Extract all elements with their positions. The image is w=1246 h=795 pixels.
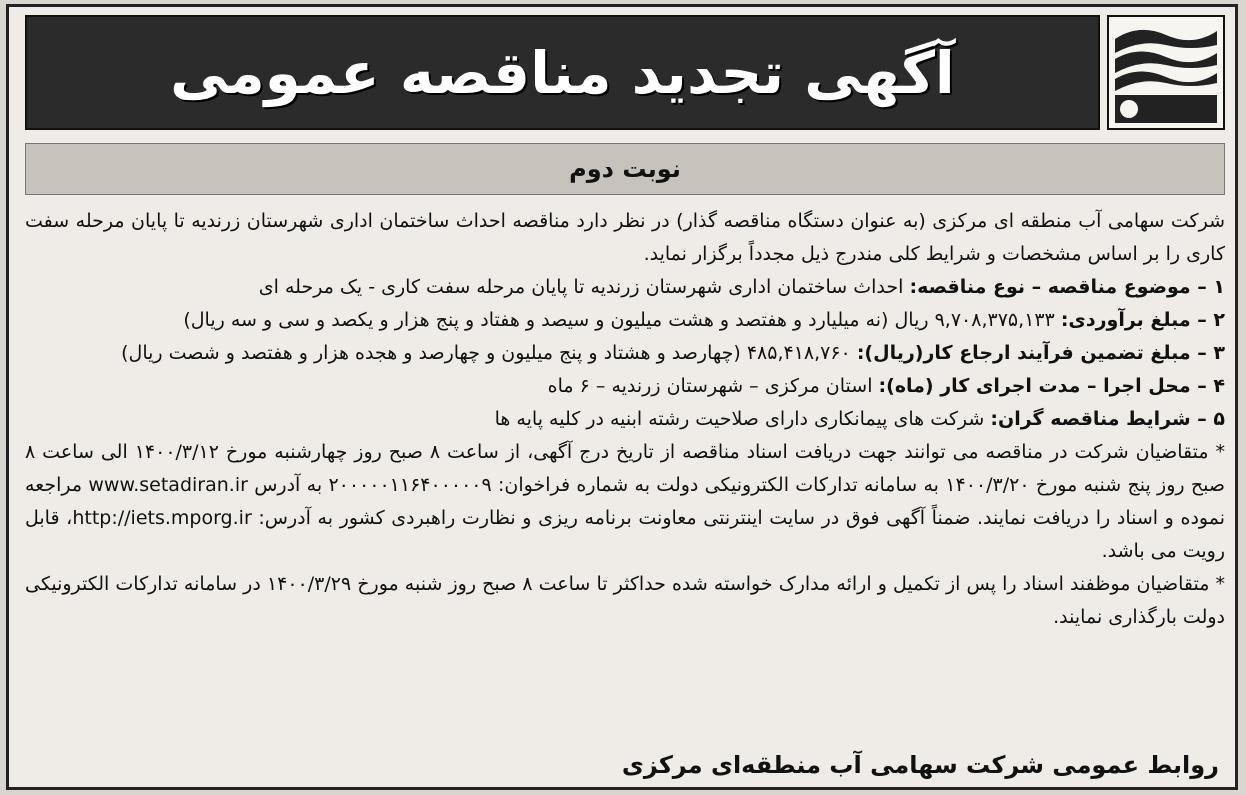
item-guarantee-label: ۳ – مبلغ تضمین فرآیند ارجاع کار(ریال):: [856, 342, 1225, 364]
advertisement-sheet: [6, 4, 1238, 790]
item-subject-label: ۱ – موضوع مناقصه – نوع مناقصه:: [909, 276, 1225, 298]
title-banner: [25, 15, 1100, 130]
note-submission: * متقاضیان موظفند اسناد را پس از تکمیل و ارائه مدارک خواسته شده حداکثر تا ساعت ۸ صبح روز شنبه مورخ ۱۴۰۰/۳/۲۹ در سامانه تدارکات الکترونیکی دولت بارگذاری نمایند.: [25, 573, 1225, 628]
notice-body: [25, 205, 1225, 634]
item-subject-text: احداث ساختمان اداری شهرستان زرندیه تا پایان مرحله سفت کاری - یک مرحله ای: [258, 276, 904, 298]
item-conditions: [25, 403, 1225, 436]
intro-paragraph: شرکت سهامی آب منطقه ای مرکزی (به عنوان دستگاه مناقصه گذار) در نظر دارد مناقصه احداث ساختمان اداری شهرستان زرندیه تا پایان مرحله سفت کاری را بر اساس مشخصات و شرایط کلی مندرج ذیل مجدداً برگزار نماید.: [25, 210, 1225, 265]
item-estimate-label: ۲ – مبلغ برآوردی:: [1060, 309, 1225, 331]
note-documents: * متقاضیان شرکت در مناقصه می توانند جهت دریافت اسناد مناقصه از تاریخ درج آگهی، از ساعت ۸ صبح روز چهارشنبه مورخ ۱۴۰۰/۳/۱۲ الی ساعت ۸ صبح روز پنج شنبه مورخ ۱۴۰۰/۳/۲۰ به سامانه تدارکات الکترونیکی دولت به شماره فراخوان: ۲۰۰۰۰۰۱۱۶۴۰۰۰۰۰۹ به آدرس www.setadiran.ir مراجعه نموده و اسناد را دریافت نمایند. ضمناً آگهی فوق در سایت اینترنتی معاونت برنامه ریزی و نظارت راهبردی کشور به آدرس: http://iets.mporg.ir، قابل رویت می باشد.: [25, 441, 1226, 562]
item-estimate-text: ۹,۷۰۸,۳۷۵,۱۳۳ ریال (نه میلیارد و هفتصد و هشت میلیون و سیصد و هفتاد و پنج هزار و یکصد و سی و سه ریال): [183, 309, 1055, 331]
item-location: [25, 370, 1225, 403]
signature: روابط عمومی شرکت سهامی آب منطقه‌ای مرکزی: [621, 751, 1219, 779]
item-guarantee-text: ۴۸۵,۴۱۸,۷۶۰ (چهارصد و هشتاد و پنج میلیون و چهارصد و هجده هزار و هفتصد و شصت ریال): [121, 342, 851, 364]
item-conditions-text: شرکت های پیمانکاری دارای صلاحیت رشته ابنیه در کلیه پایه ها: [494, 408, 985, 430]
page-title: آگهی تجدید مناقصه عمومی: [170, 38, 955, 107]
item-location-label: ۴ – محل اجرا – مدت اجرای کار (ماه):: [878, 375, 1225, 397]
item-estimate: [25, 304, 1225, 337]
water-company-logo-icon: [1107, 15, 1225, 130]
item-conditions-label: ۵ – شرایط مناقصه گران:: [990, 408, 1225, 430]
item-guarantee: [25, 337, 1225, 370]
item-location-text: استان مرکزی – شهرستان زرندیه – ۶ ماه: [547, 375, 873, 397]
item-subject: [25, 271, 1225, 304]
round-label: نوبت دوم: [25, 143, 1225, 195]
